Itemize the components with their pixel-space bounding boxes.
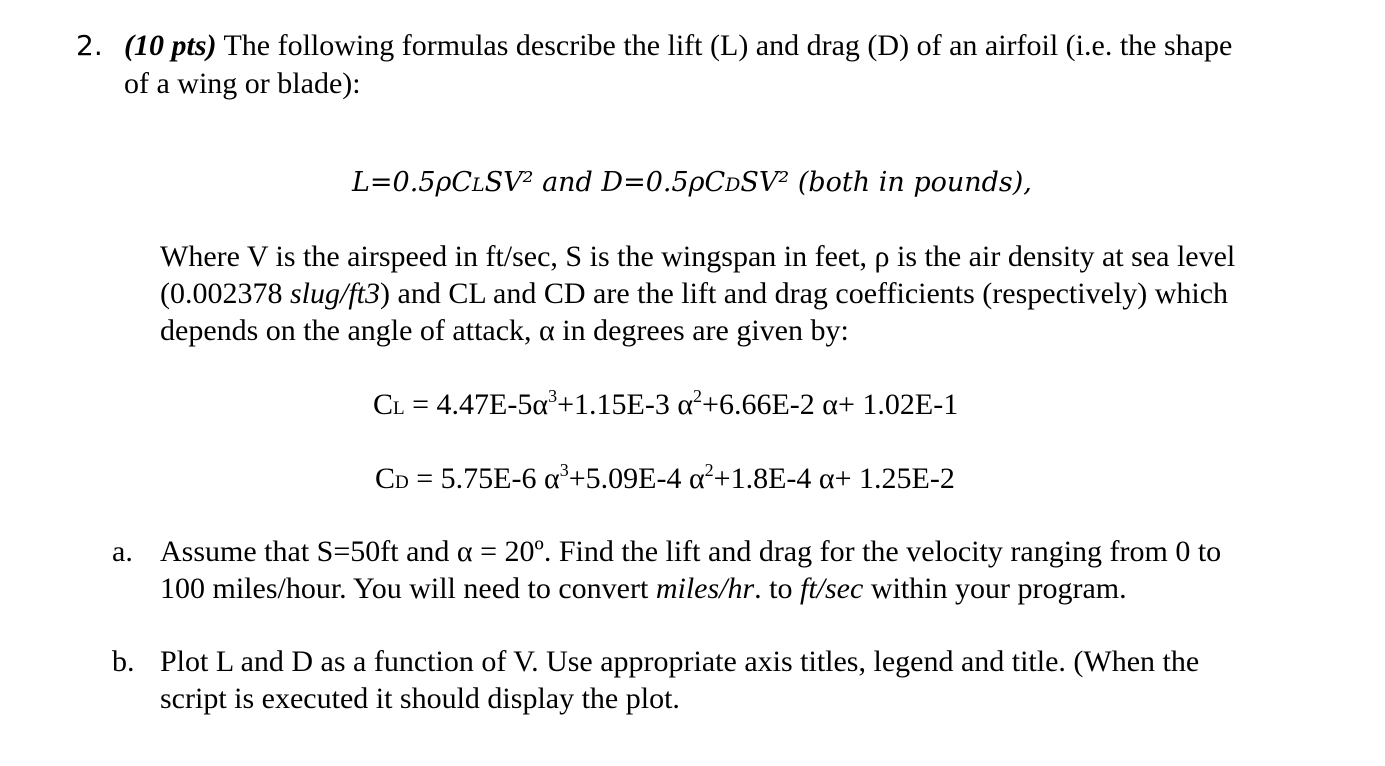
cd-equation: CD = 5.75E-6 $\alpha^3+5.09E-4$ $\alpha^2+1.8E-4$ α+ 1.25E-2 — [375, 460, 955, 495]
part-a-line1: Assume that S=50ft and α = 20º. Find the lift and drag for the velocity ranging from 0 to — [160, 535, 1222, 568]
part-b-line2: script is executed it should display the plot. — [160, 682, 680, 715]
question-number: 2. — [76, 29, 103, 62]
lift-formula: L=0.5ρCLSV² — [352, 167, 534, 198]
question-intro-line1 — [124, 28, 1232, 64]
intro-text: The following formulas describe the lift (L) and drag (D) of an airfoil (i.e. the shape — [223, 29, 1233, 62]
part-a-label: a. — [112, 535, 133, 568]
drag-formula: D=0.5ρCDSV² — [601, 167, 790, 198]
description-line1: Where V is the airspeed in ft/sec, S is the wingspan in feet, ρ is the air density at sea level — [160, 240, 1236, 273]
part-b-line1: Plot L and D as a function of V. Use appropriate axis titles, legend and title. (When the — [160, 645, 1200, 678]
question-intro-line2: of a wing or blade): — [124, 67, 361, 100]
cl-equation: CL = $4.47E-5\alpha^3+1.15E-3$ $\alpha^2+6.66E-2$ α+ 1.02E-1 — [373, 386, 959, 421]
miles-per-hour-text: miles/hr — [655, 572, 755, 605]
part-b-label: b. — [112, 645, 135, 678]
feet-per-second-text: ft/sec — [800, 572, 864, 605]
formula-units: (both in pounds), — [789, 167, 1032, 198]
part-a-line2: 100 miles/hour. You will need to convert miles/hr. to ft/sec within your program. — [160, 572, 1127, 605]
description-line3: depends on the angle of attack, α in degrees are given by: — [160, 314, 849, 347]
lift-drag-formula: L=0.5ρCLSV² and D=0.5ρCDSV² (both in pounds), — [352, 167, 1032, 198]
density-units: slug/ft3 — [290, 277, 381, 310]
description-line2: (0.002378 slug/ft3) and CL and CD are the lift and drag coefficients (respectively) which — [160, 277, 1229, 310]
points-label: (10 pts) — [124, 29, 217, 62]
